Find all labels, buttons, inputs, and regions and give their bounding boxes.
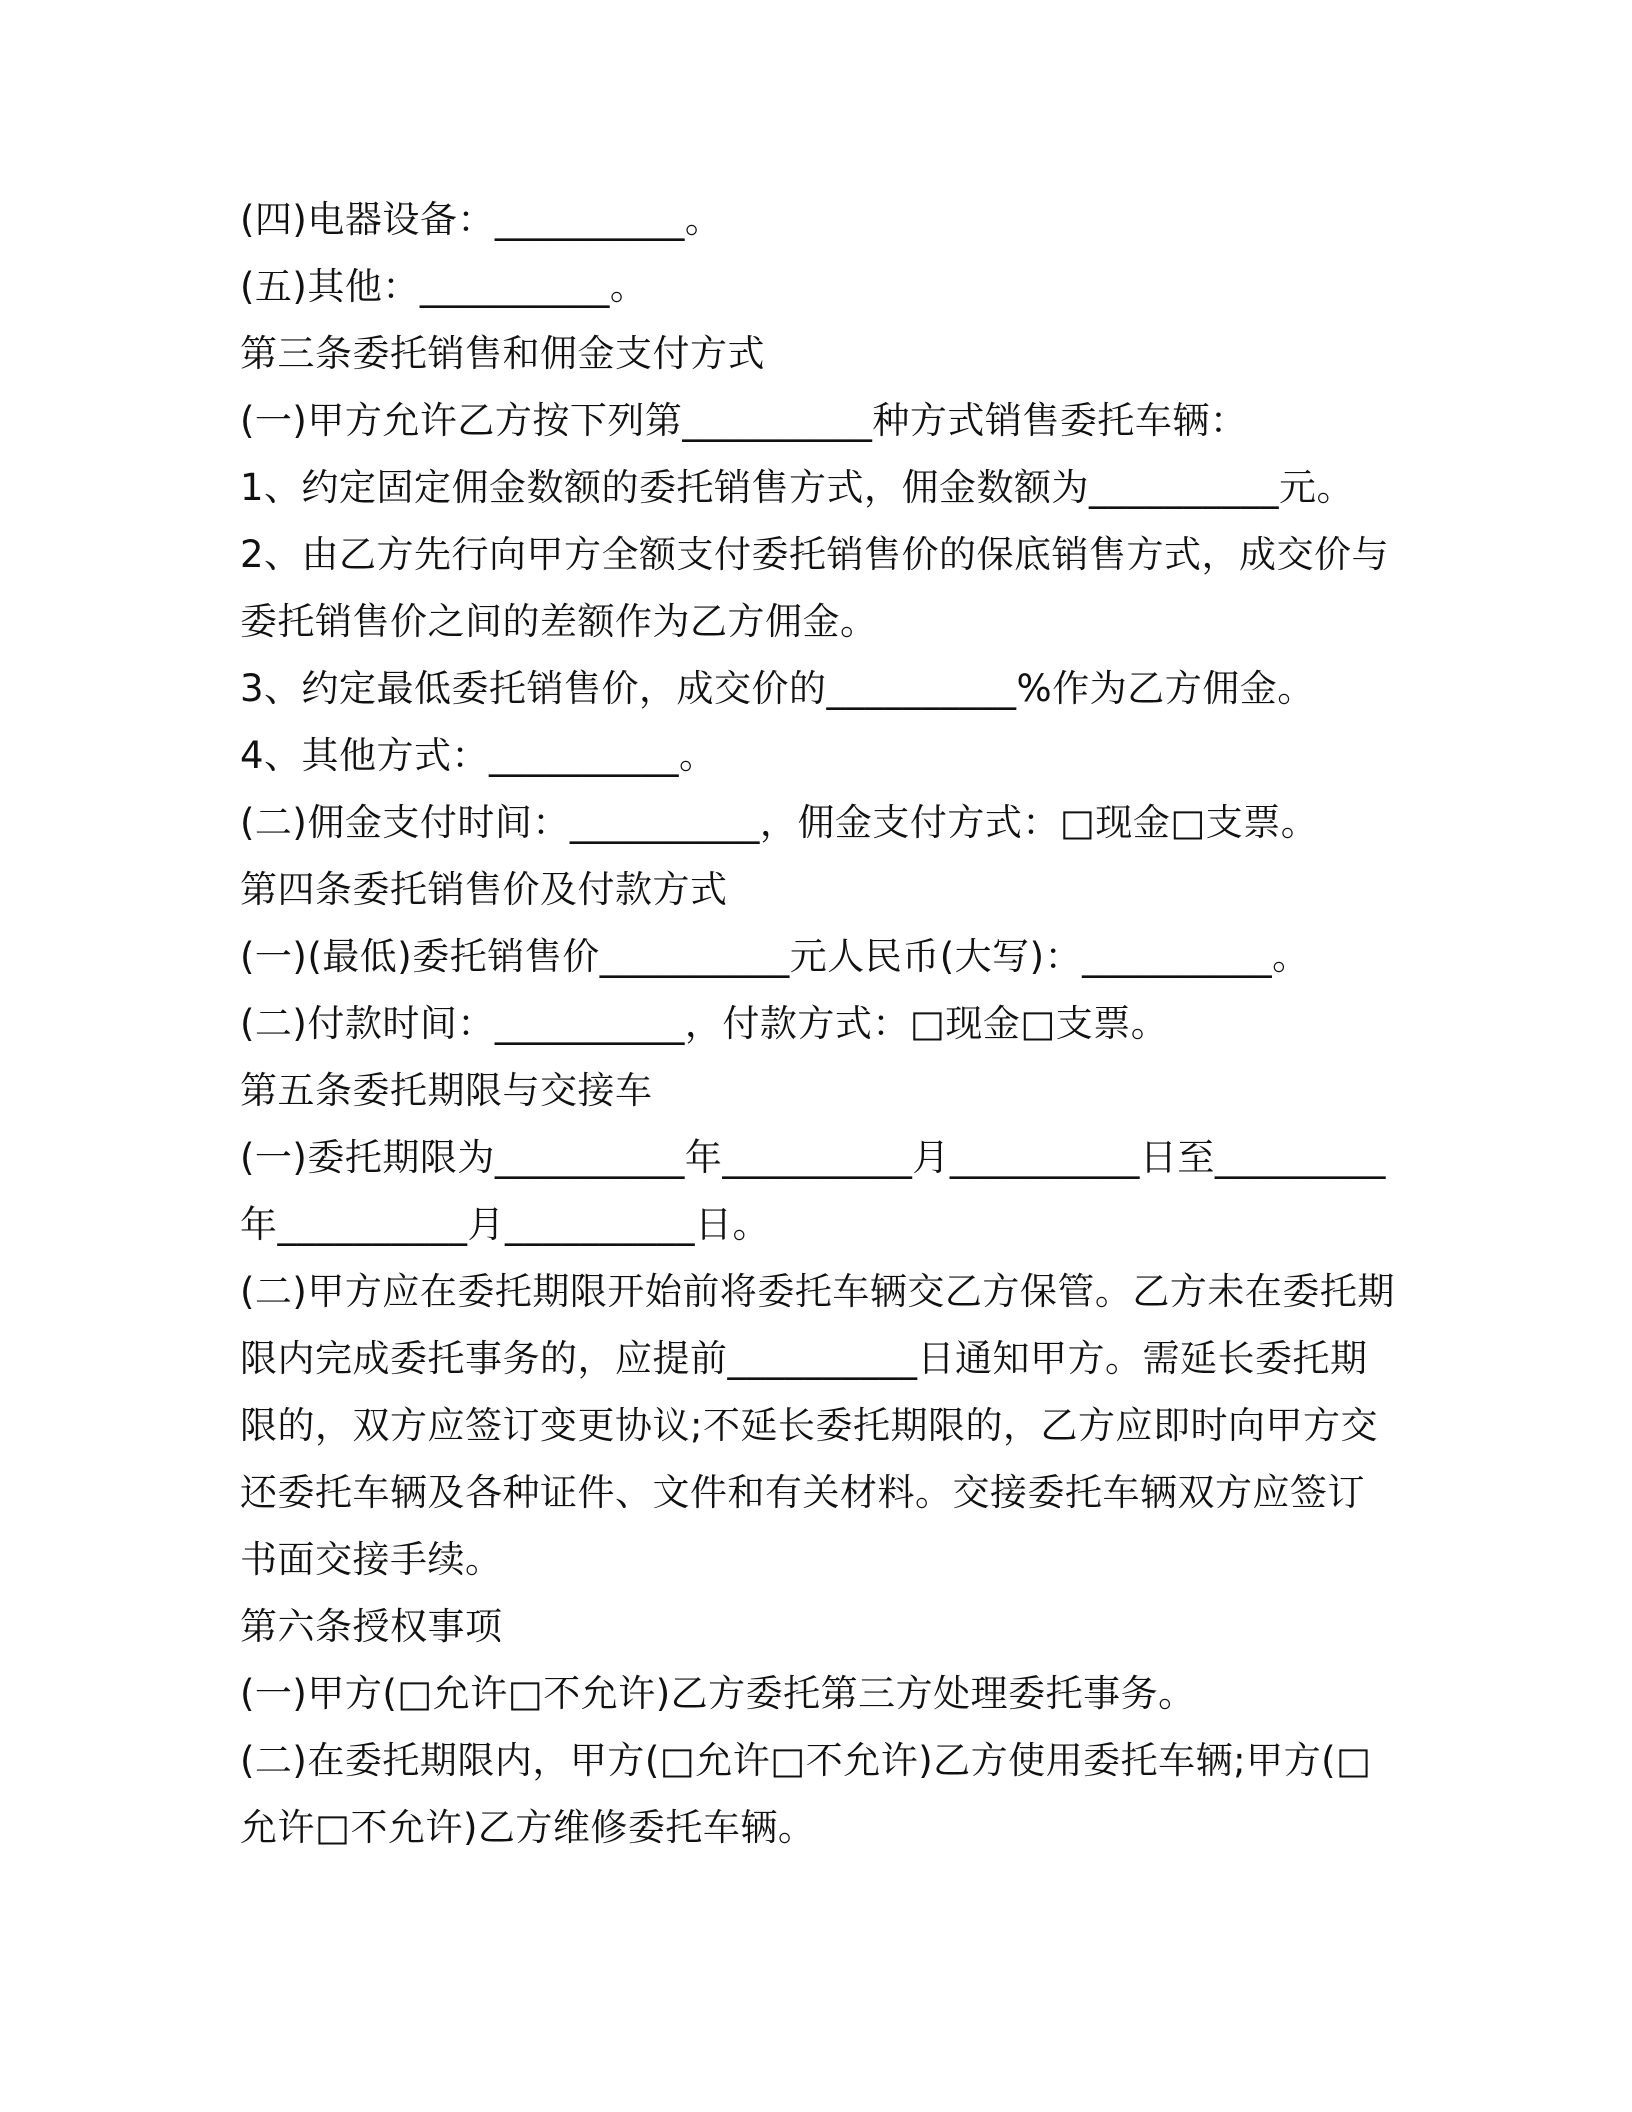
article-3-item-2: (二)佣金支付时间：__________，佣金支付方式：□现金□支票。 <box>240 801 1319 844</box>
article-5-item-1-a: (一)委托期限为__________年__________月__________日至_________ <box>240 1136 1386 1179</box>
method-1-line: 1、约定固定佣金数额的委托销售方式，佣金数额为__________元。 <box>240 466 1355 509</box>
clause-5-other: (五)其他：__________。 <box>240 265 648 308</box>
method-2-line-b: 委托销售价之间的差额作为乙方佣金。 <box>240 600 878 643</box>
article-5-item-2-a: (二)甲方应在委托期限开始前将委托车辆交乙方保管。乙方未在委托期 <box>240 1270 1395 1313</box>
article-5-item-1-b: 年__________月__________日。 <box>240 1203 770 1246</box>
article-3-heading: 第三条委托销售和佣金支付方式 <box>240 332 765 375</box>
clause-4-electrical: (四)电器设备：__________。 <box>240 198 723 241</box>
document-page <box>240 186 1400 1861</box>
article-5-item-2-d: 还委托车辆及各种证件、文件和有关材料。交接委托车辆双方应签订 <box>240 1471 1365 1514</box>
method-2-line-a: 2、由乙方先行向甲方全额支付委托销售价的保底销售方式，成交价与 <box>240 533 1390 576</box>
article-6-item-2-a: (二)在委托期限内，甲方(□允许□不允许)乙方使用委托车辆;甲方(□ <box>240 1739 1372 1782</box>
article-6-heading: 第六条授权事项 <box>240 1605 503 1648</box>
article-5-item-2-c: 限的，双方应签订变更协议;不延长委托期限的，乙方应即时向甲方交 <box>240 1404 1378 1447</box>
article-5-heading: 第五条委托期限与交接车 <box>240 1069 653 1112</box>
article-5-item-2-e: 书面交接手续。 <box>240 1538 503 1581</box>
article-4-item-1: (一)(最低)委托销售价__________元人民币(大写)：__________。 <box>240 935 1310 978</box>
article-4-item-2: (二)付款时间：__________，付款方式：□现金□支票。 <box>240 1002 1169 1045</box>
article-4-heading: 第四条委托销售价及付款方式 <box>240 868 728 911</box>
article-6-item-2-b: 允许□不允许)乙方维修委托车辆。 <box>240 1806 816 1849</box>
article-5-item-2-b: 限内完成委托事务的，应提前__________日通知甲方。需延长委托期 <box>240 1337 1368 1380</box>
method-4-line: 4、其他方式：__________。 <box>240 734 717 777</box>
article-3-item-1: (一)甲方允许乙方按下列第__________种方式销售委托车辆： <box>240 399 1248 442</box>
article-6-item-1: (一)甲方(□允许□不允许)乙方委托第三方处理委托事务。 <box>240 1672 1196 1715</box>
method-3-line: 3、约定最低委托销售价，成交价的__________%作为乙方佣金。 <box>240 667 1315 710</box>
